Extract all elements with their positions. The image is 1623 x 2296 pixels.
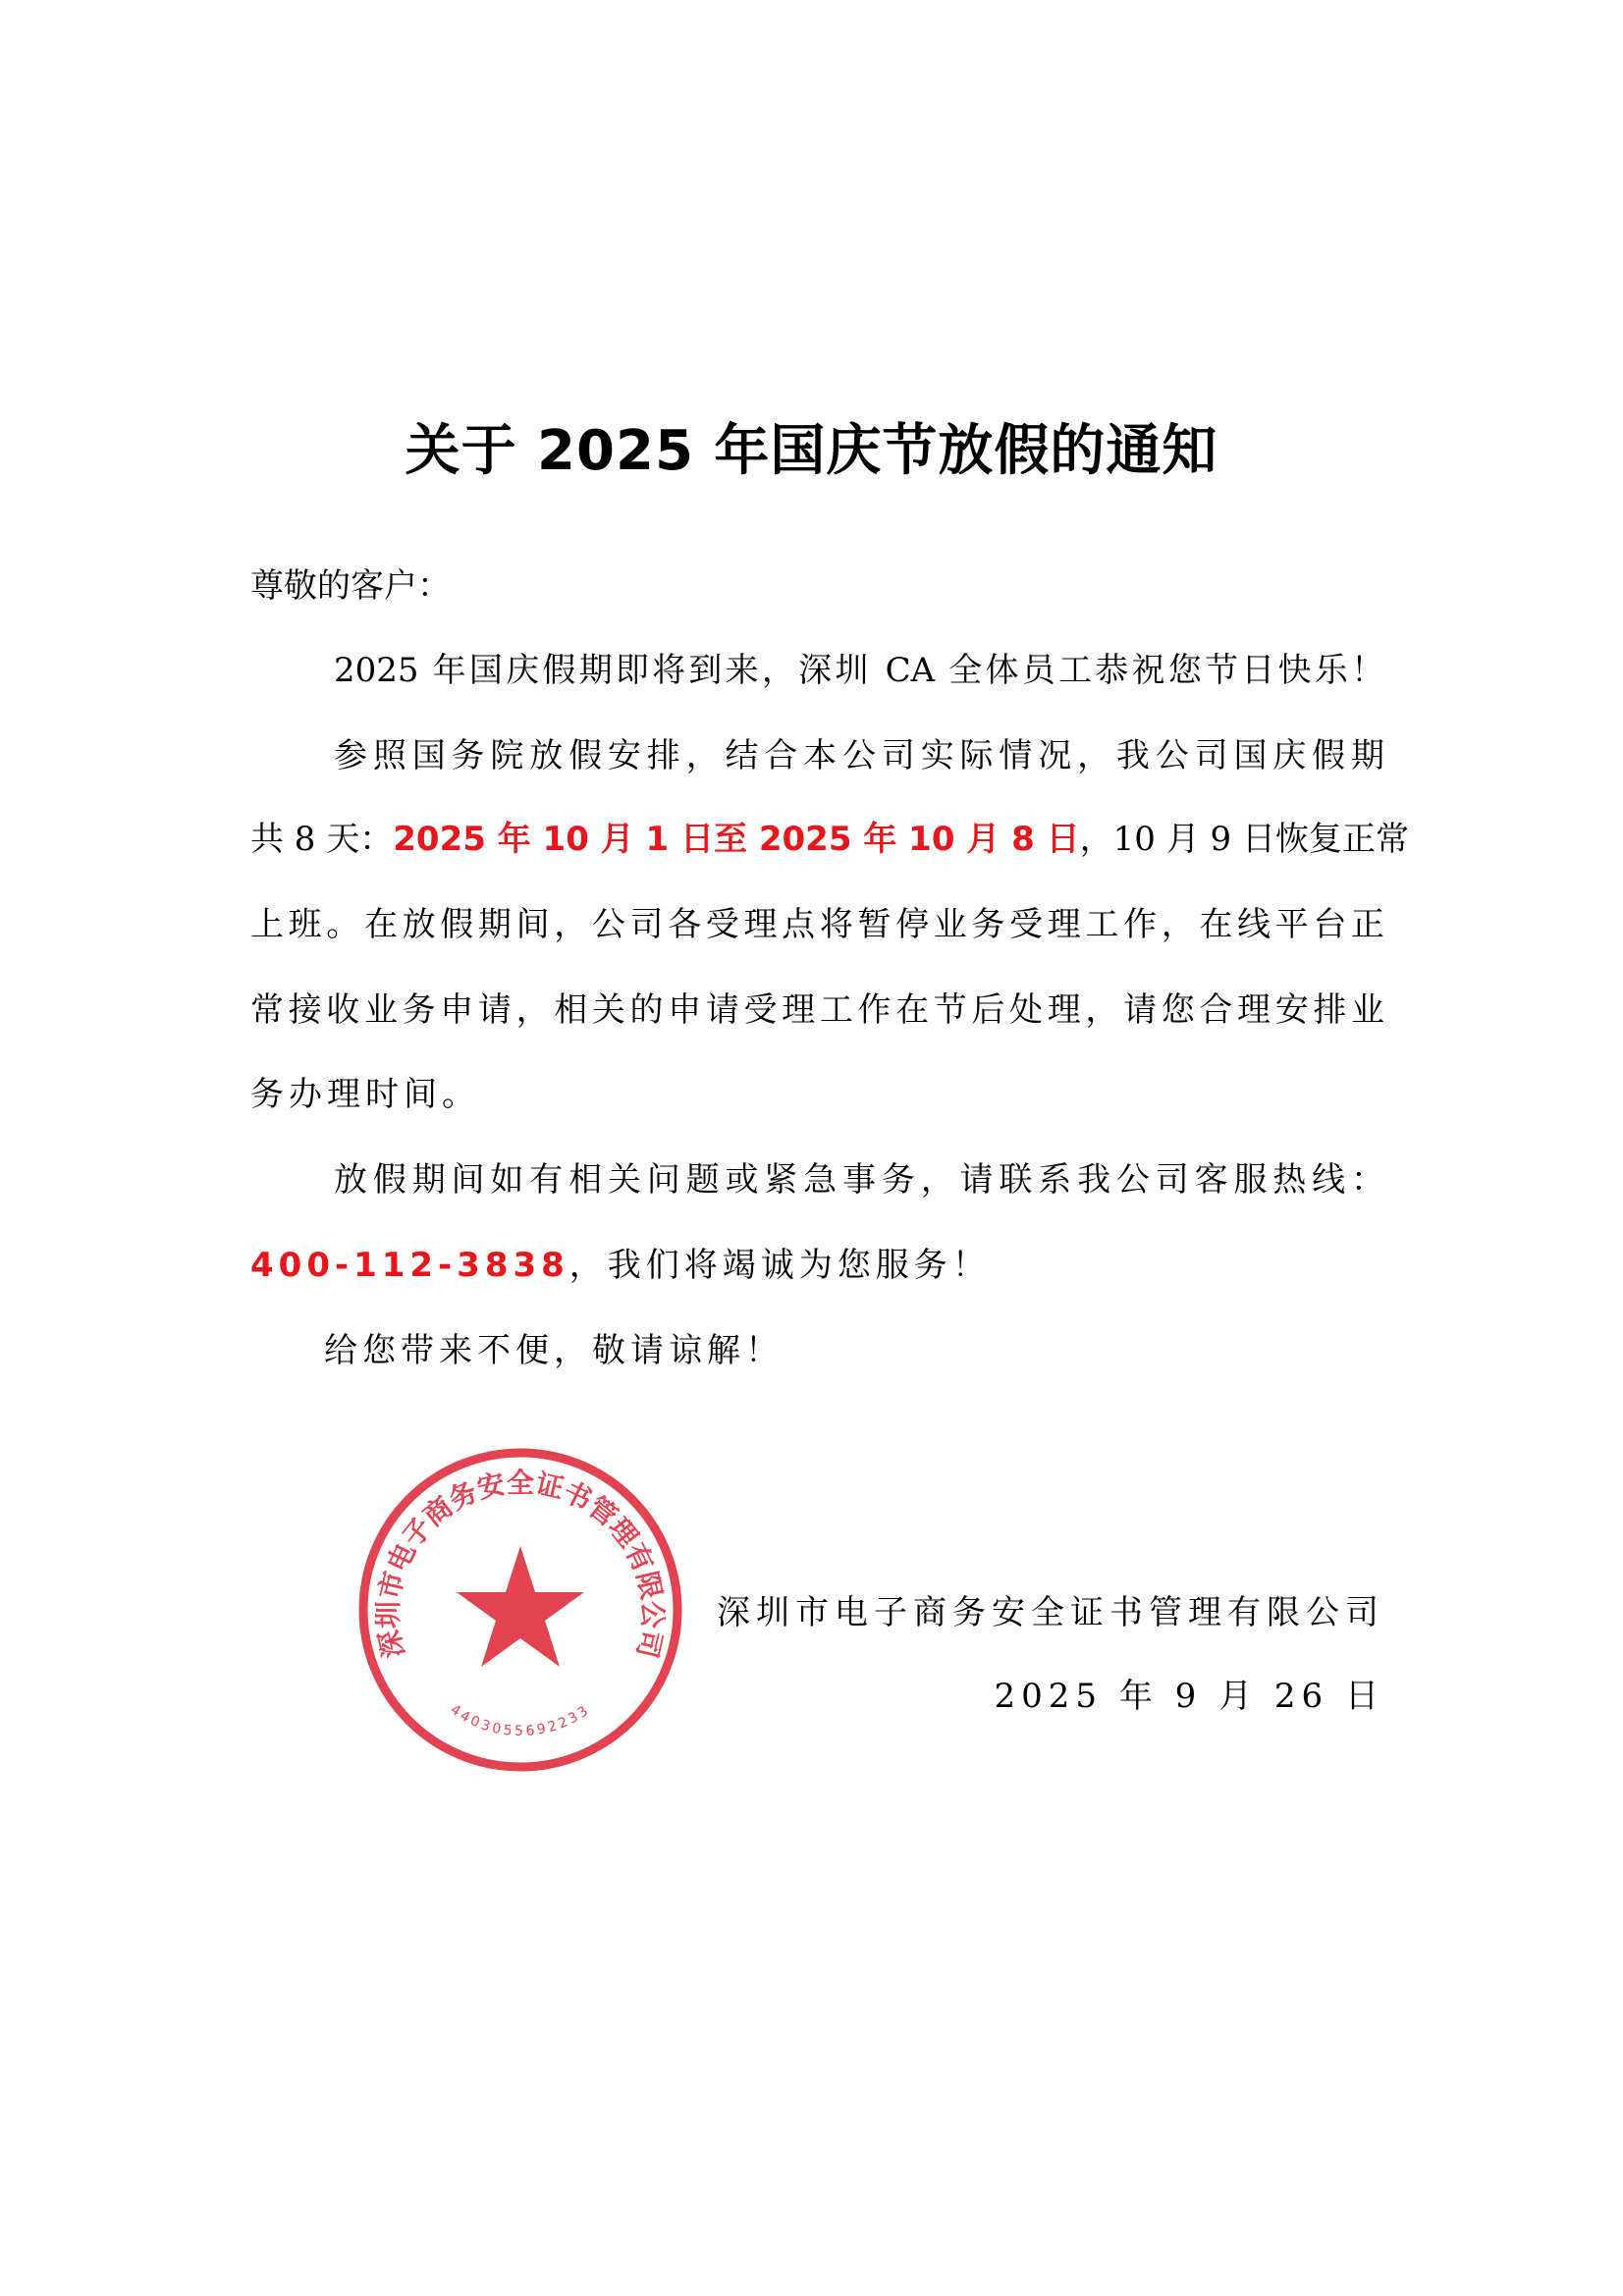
seal-star-icon [457, 1546, 584, 1667]
seal-number: 4403055692233 [447, 1701, 594, 1740]
body-text: 给您带来不便，敬请谅解！ [324, 1331, 784, 1370]
body-line [250, 900, 1384, 949]
signature-date: 2025 年 9 月 26 日 [994, 1677, 1384, 1716]
salutation: 尊敬的客户： [250, 566, 451, 606]
highlighted-text: 400-112-3838 [250, 1246, 569, 1285]
seal-lettering: 深圳市电子商务安全证书管理有限公司 [371, 1467, 670, 1662]
body-text: ，我们将竭诚为您服务！ [568, 1246, 991, 1285]
document-title: 关于 2025 年国庆节放假的通知 [405, 419, 1218, 483]
body-text: 上班。在放假期间，公司各受理点将暂停业务受理工作，在线平台正 [250, 905, 1384, 944]
body-text: 务办理时间。 [250, 1075, 480, 1114]
body-text: 共 8 天： [250, 820, 394, 859]
company-seal-stamp [353, 1443, 687, 1777]
body-line [334, 1155, 1384, 1204]
signature-company: 深圳市电子商务安全证书管理有限公司 [717, 1593, 1384, 1632]
body-line [250, 815, 1409, 864]
body-line [250, 986, 1384, 1035]
body-text: 常接收业务申请，相关的申请受理工作在节后处理，请您合理安排业 [250, 990, 1384, 1030]
body-line [334, 731, 1384, 780]
body-text: 放假期间如有相关问题或紧急事务，请联系我公司客服热线： [334, 1160, 1384, 1200]
body-line [250, 1241, 1384, 1290]
body-line [250, 1070, 1384, 1119]
body-text: 2025 年国庆假期即将到来，深圳 CA 全体员工恭祝您节日快乐！ [334, 651, 1384, 690]
highlighted-text: 2025 年 10 月 1 日至 2025 年 10 月 8 日 [393, 820, 1080, 859]
body-text: ，10 月 9 日恢复正常 [1079, 820, 1409, 859]
body-text: 参照国务院放假安排，结合本公司实际情况，我公司国庆假期 [334, 736, 1384, 775]
body-line [324, 1326, 1384, 1375]
body-line [334, 646, 1384, 695]
